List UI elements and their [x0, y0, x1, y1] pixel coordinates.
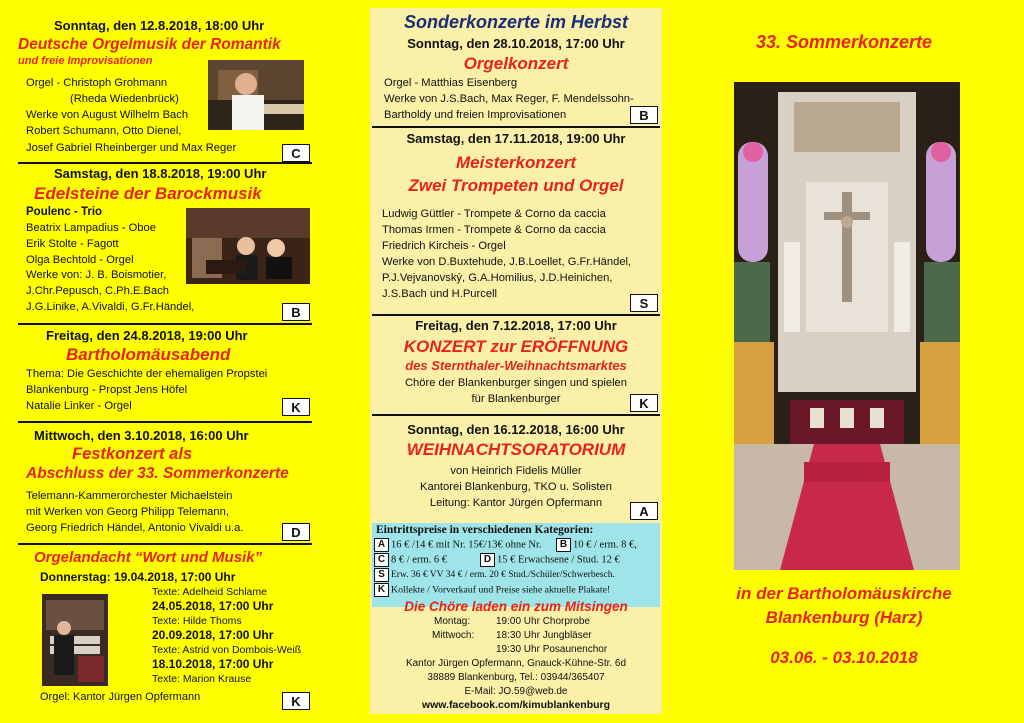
event-date: Donnerstag: 19.04.2018, 17:00 Uhr — [40, 570, 236, 584]
event-title: Zwei Trompeten und Orgel — [408, 176, 624, 195]
event-title: Deutsche Orgelmusik der Romantik — [18, 36, 281, 53]
category-badge: A — [374, 538, 389, 552]
program-line: Georg Friedrich Händel, Antonio Vivaldi u.a. — [26, 522, 244, 534]
event-title: Edelsteine der Barockmusik — [34, 184, 262, 203]
middle-panel — [370, 0, 662, 723]
price-text: 15 € Erwachsene / Stud. 12 € — [497, 554, 620, 566]
performer-origin: (Rheda Wiedenbrück) — [70, 93, 179, 105]
cover-panel — [664, 0, 1024, 723]
price-text: Erw. 36 € VV 34 € / erm. 20 € Stud./Schüler/Schwerbesch. — [391, 570, 615, 581]
event-title: WEIHNACHTSORATORIUM — [406, 440, 626, 459]
contact-line: Kantor Jürgen Opfermann, Gnauck-Kühne-Str. 6d — [405, 658, 627, 669]
program-line: Werke von August Wilhelm Bach — [26, 109, 189, 121]
event-date: Sonntag, den 16.12.2018, 16:00 Uhr — [407, 422, 625, 437]
event-date: Samstag, den 18.8.2018, 19:00 Uhr — [54, 166, 267, 181]
divider — [372, 414, 660, 416]
event-title: Bartholomäusabend — [66, 345, 231, 364]
ensemble-name: Poulenc - Trio — [26, 206, 103, 218]
event-date: 18.10.2018, 17:00 Uhr — [152, 657, 274, 671]
price-row — [480, 553, 620, 567]
category-badge: S — [630, 294, 658, 312]
text-author: Texte: Adelheid Schlame — [152, 586, 267, 598]
program-line: mit Werken von Georg Philipp Telemann, — [26, 506, 229, 518]
performer-line: Leitung: Kantor Jürgen Opfermann — [429, 497, 603, 509]
performer-line: Friedrich Kircheis - Orgel — [382, 240, 506, 252]
category-badge: B — [630, 106, 658, 124]
event-date: 20.09.2018, 17:00 Uhr — [152, 628, 274, 642]
event-date: Freitag, den 24.8.2018, 19:00 Uhr — [46, 328, 248, 343]
program-line: Robert Schumann, Otto Dienel, — [26, 125, 182, 137]
text-author: Texte: Marion Krause — [152, 673, 252, 685]
category-badge: K — [374, 583, 389, 597]
contact-line: 38889 Blankenburg, Tel.: 03944/365407 — [427, 672, 605, 683]
performer-line: Blankenburg - Propst Jens Höfel — [26, 384, 188, 396]
choir-title: Die Chöre laden ein zum Mitsingen — [404, 599, 628, 614]
performer-line: Olga Bechtold - Orgel — [26, 254, 134, 266]
event-date: Samstag, den 17.11.2018, 19:00 Uhr — [406, 131, 626, 146]
price-text: 10 € / erm. 8 €, — [573, 539, 637, 551]
divider — [18, 543, 312, 545]
event-title: KONZERT zur ERÖFFNUNG — [403, 337, 629, 356]
program-line: Thema: Die Geschichte der ehemaligen Propstei — [26, 368, 268, 380]
category-badge: K — [282, 692, 310, 710]
program-line: von Heinrich Fidelis Müller — [450, 465, 582, 477]
event-title: Abschluss der 33. Sommerkonzerte — [26, 465, 289, 482]
performer-line: Orgel - Matthias Eisenberg — [384, 77, 518, 89]
category-badge: B — [282, 303, 310, 321]
event-title: Orgelandacht “Wort und Musik” — [34, 549, 263, 566]
performer-line: Beatrix Lampadius - Oboe — [26, 222, 156, 234]
organist-credit: Orgel: Kantor Jürgen Opfermann — [40, 691, 201, 703]
price-text: Kollekte / Vorverkauf und Preise siehe aktuelle Plakate! — [391, 584, 611, 596]
event-date: 24.05.2018, 17:00 Uhr — [152, 599, 274, 613]
event-date: Sonntag, den 12.8.2018, 18:00 Uhr — [54, 18, 265, 33]
category-badge: S — [374, 568, 389, 582]
divider — [18, 323, 312, 325]
divider — [18, 162, 312, 164]
category-badge: D — [282, 523, 310, 541]
program-line: Josef Gabriel Rheinberger und Max Reger — [26, 142, 237, 154]
event-title: Festkonzert als — [72, 445, 193, 463]
organist-photo — [208, 60, 304, 130]
program-line: P.J.Vejvanovský, G.A.Homilius, J.D.Heinichen, — [382, 272, 613, 284]
program-line: J.S.Bach und H.Purcell — [382, 288, 498, 300]
altar-photo — [734, 82, 960, 570]
season-dates: 03.06. - 03.10.2018 — [770, 648, 918, 667]
program-line: Chöre der Blankenburger singen und spielen — [404, 377, 628, 389]
category-badge: B — [556, 538, 571, 552]
price-row — [374, 583, 610, 597]
organ-photo — [42, 594, 108, 686]
program-line: J.Chr.Pepusch, C.Ph.E.Bach — [26, 285, 170, 297]
program-line: J.G.Linike, A.Vivaldi, G.Fr.Händel, — [26, 301, 195, 313]
left-panel — [0, 0, 368, 723]
rehearsal-time: 19:00 Uhr Chorprobe — [496, 616, 590, 627]
program-line: für Blankenburger — [471, 393, 561, 405]
divider — [372, 126, 660, 128]
performer-line: Orgel - Christoph Grohmann — [26, 77, 168, 89]
price-box — [372, 523, 660, 607]
event-title: Orgelkonzert — [463, 54, 569, 73]
facebook-link[interactable]: www.facebook.com/kimublankenburg — [421, 699, 611, 711]
rehearsal-day: Montag: — [434, 616, 471, 627]
category-badge: K — [630, 394, 658, 412]
price-text: 8 € / erm. 6 € — [391, 554, 447, 566]
performer-line: Ludwig Güttler - Trompete & Corno da caccia — [382, 208, 606, 220]
category-badge: K — [282, 398, 310, 416]
price-text: 16 € /14 € mit Nr. 15€/13€ ohne Nr. — [391, 539, 542, 551]
venue-line: in der Bartholomäuskirche — [736, 584, 952, 603]
price-row — [556, 538, 637, 552]
event-date: Freitag, den 7.12.2018, 17:00 Uhr — [415, 318, 617, 333]
divider — [18, 421, 312, 423]
middle-card — [370, 8, 662, 714]
category-badge: A — [630, 502, 658, 520]
price-row — [374, 538, 542, 552]
event-date: Sonntag, den 28.10.2018, 17:00 Uhr — [407, 36, 625, 51]
program-line: Werke von J.S.Bach, Max Reger, F. Mendelssohn- — [384, 93, 634, 105]
category-badge: D — [480, 553, 495, 567]
price-row — [374, 553, 447, 567]
text-author: Texte: Astrid von Dombois-Weiß — [152, 644, 302, 656]
price-row — [374, 568, 615, 582]
cover-title: 33. Sommerkonzerte — [755, 32, 933, 52]
event-subtitle: und freie Improvisationen — [18, 55, 153, 67]
price-heading: Eintrittspreise in verschiedenen Kategorien: — [376, 524, 594, 536]
program-line: Werke von: J. B. Boismotier, — [26, 269, 167, 281]
rehearsal-day: Mittwoch: — [432, 630, 475, 641]
program-line: Werke von D.Buxtehude, J.B.Loellet, G.Fr.Händel, — [382, 256, 632, 268]
divider — [372, 314, 660, 316]
performer-line: Telemann-Kammerorchester Michaelstein — [26, 490, 233, 502]
category-badge: C — [374, 553, 389, 567]
rehearsal-time: 19:30 Uhr Posaunenchor — [496, 644, 608, 655]
performer-line: Natalie Linker - Orgel — [26, 400, 132, 412]
text-author: Texte: Hilde Thoms — [152, 615, 242, 627]
event-title: Meisterkonzert — [456, 153, 576, 172]
venue-city: Blankenburg (Harz) — [765, 608, 923, 627]
program-line: Bartholdy und freien Improvisationen — [384, 109, 567, 121]
trio-photo — [186, 208, 310, 284]
category-badge: C — [282, 144, 310, 162]
section-header: Sonderkonzerte im Herbst — [403, 12, 629, 32]
performer-line: Erik Stolte - Fagott — [26, 238, 119, 250]
performer-line: Thomas Irmen - Trompete & Corno da caccia — [382, 224, 606, 236]
rehearsal-time: 18:30 Uhr Jungbläser — [496, 630, 592, 641]
event-subtitle: des Sternthaler-Weihnachtsmarktes — [405, 358, 627, 373]
email-link[interactable]: E-Mail: JO.59@web.de — [464, 686, 568, 697]
event-date: Mittwoch, den 3.10.2018, 16:00 Uhr — [34, 428, 249, 443]
performer-line: Kantorei Blankenburg, TKO u. Solisten — [420, 481, 612, 493]
